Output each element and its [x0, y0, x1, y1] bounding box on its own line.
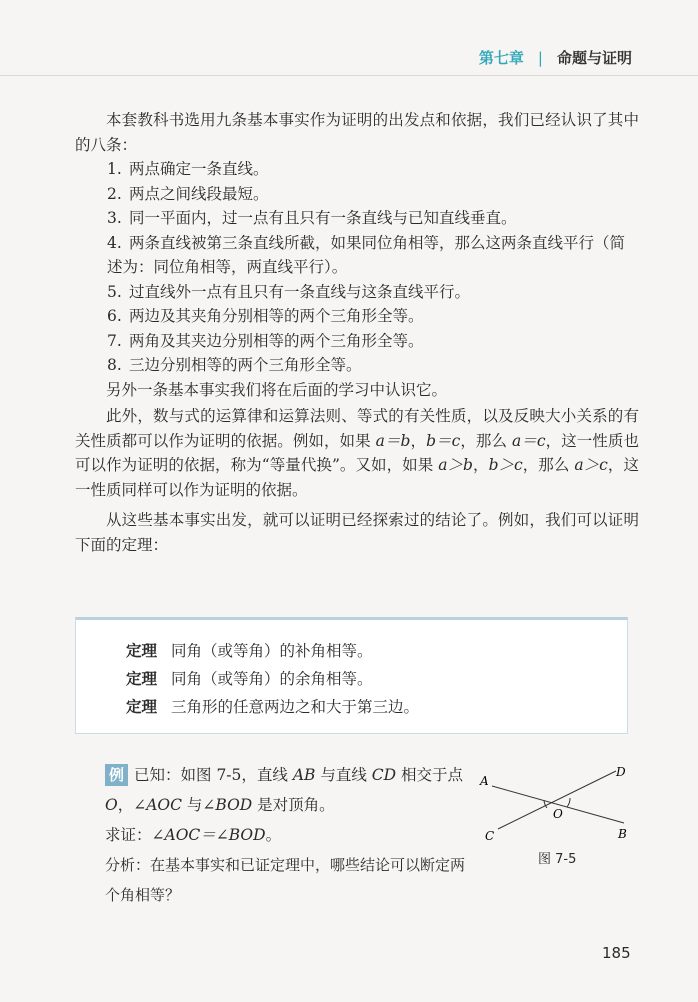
- theorem-line: [126, 639, 373, 661]
- theorem-line: [126, 695, 419, 717]
- label-a: A: [480, 774, 489, 788]
- equation: b＝c: [426, 431, 461, 450]
- inequality: a＞c: [574, 456, 608, 474]
- fact-number: 6.: [107, 307, 122, 325]
- label-d: D: [616, 765, 626, 779]
- theorem-line: [126, 667, 373, 689]
- theorem-text: 同角（或等角）的余角相等。: [171, 670, 373, 688]
- fact-item: [75, 182, 639, 207]
- fact-number: 5.: [107, 282, 122, 301]
- body-text: [75, 108, 639, 557]
- fact-item: [75, 231, 639, 280]
- fact-text: 三边分别相等的两个三角形全等。: [129, 356, 362, 374]
- theorem-keyword: 定理: [126, 698, 158, 716]
- fact-text: 两角及其夹边分别相等的两个三角形全等。: [129, 331, 424, 350]
- equation: a＝c: [512, 431, 546, 450]
- example-analysis: 分析：在基本事实和已证定理中，哪些结论可以断定两个角相等？: [105, 856, 466, 904]
- fact-item: [75, 280, 639, 305]
- prove-statement: ∠AOC＝∠BOD: [151, 826, 266, 844]
- fact-text: 两点之间线段最短。: [129, 184, 269, 203]
- angle-bod-arc: [567, 798, 570, 807]
- fact-text: 两条直线被第三条直线所截，如果同位角相等，那么这两条直线平行（简述为：同位角相等，两直线平行）。: [107, 233, 626, 276]
- fact-item: [75, 353, 639, 378]
- header-divider: [0, 75, 698, 76]
- fact-number: 8.: [107, 356, 122, 374]
- fact-number: 4.: [107, 233, 122, 252]
- figure-caption: 图 7-5: [538, 852, 577, 867]
- example-block: [105, 760, 465, 910]
- fact-item: [75, 329, 639, 354]
- fact-number: 7.: [107, 331, 122, 350]
- chapter-title: 命题与证明: [556, 49, 632, 67]
- chapter-label: 第七章: [478, 49, 524, 67]
- equation: a＝b: [375, 431, 411, 450]
- example-prove: 求证：∠AOC＝∠BOD。: [105, 826, 282, 844]
- fact-item: [75, 206, 639, 231]
- theorem-keyword: 定理: [126, 642, 158, 660]
- theorem-text: 同角（或等角）的补角相等。: [171, 642, 373, 660]
- fact-text: 两点确定一条直线。: [129, 160, 269, 178]
- example-tag: 例: [105, 764, 128, 786]
- theorem-keyword: 定理: [126, 670, 158, 688]
- label-c: C: [485, 829, 495, 843]
- lead-paragraph: 从这些基本事实出发，就可以证明已经探索过的结论了。例如，我们可以证明下面的定理：: [75, 511, 639, 554]
- page-number: 185: [602, 944, 631, 962]
- intro-paragraph: 本套教科书选用九条基本事实作为证明的出发点和依据，我们已经认识了其中的八条：: [75, 111, 639, 154]
- header-separator: |: [537, 49, 543, 67]
- fact-text: 同一平面内，过一点有且只有一条直线与已知直线垂直。: [129, 209, 517, 227]
- fact-item: [75, 157, 639, 182]
- other-fact-paragraph: 另外一条基本事实我们将在后面的学习中认识它。: [106, 380, 448, 399]
- inequality: a＞b: [438, 456, 473, 474]
- fact-text: 过直线外一点有且只有一条直线与这条直线平行。: [129, 282, 471, 301]
- theorem-text: 三角形的任意两边之和大于第三边。: [171, 698, 420, 716]
- label-b: B: [618, 827, 627, 841]
- example-given: 例 已知：如图 7-5，直线 AB 与直线 CD 相交于点 O，∠AOC 与∠BOD 是对顶角。: [105, 766, 464, 814]
- fact-item: [75, 304, 639, 329]
- running-header: [479, 47, 632, 68]
- fact-number: 1.: [107, 160, 122, 178]
- fact-number: 2.: [107, 184, 122, 203]
- inequality: b＞c: [488, 456, 523, 474]
- fact-text: 两边及其夹角分别相等的两个三角形全等。: [129, 307, 424, 325]
- fact-number: 3.: [107, 209, 122, 227]
- label-o: O: [553, 807, 563, 821]
- properties-paragraph: 此外，数与式的运算律和运算法则、等式的有关性质，以及反映大小关系的有关性质都可以作为证明的依据。例如，如果 a＝b，b＝c，那么 a＝c，这一性质也可以作为证明的依据，称为“等量代换”。又如，如果 a＞b，b＞c，那么 a＞c，这一性质同样可以作为证明的依据。: [75, 407, 639, 499]
